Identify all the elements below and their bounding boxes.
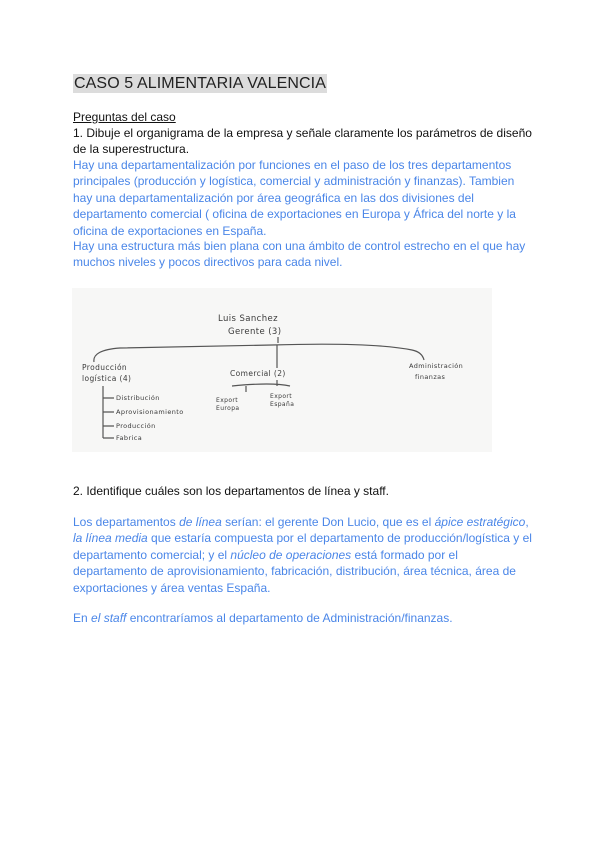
- answer-2-text: ,: [525, 515, 529, 529]
- chart-prod-line1: Producción: [82, 363, 128, 372]
- chart-prod-sub-aprovisionamiento: Aprovisionamiento: [116, 408, 184, 416]
- chart-line-comercial-branches: [232, 380, 290, 392]
- answer-2-text: Los departamentos: [73, 515, 180, 529]
- term-linea-media: la línea media: [73, 531, 148, 546]
- chart-line-top-bar: [94, 344, 424, 362]
- answer-2-text: está formado por el departamento de aprovisionamiento, fabricación, distribución, área técnica, área de exportaciones y área ventas España.: [73, 547, 516, 595]
- chart-prod-sub-distribucion: Distribución: [116, 394, 160, 402]
- document-title: CASO 5 ALIMENTARIA VALENCIA: [74, 75, 326, 92]
- chart-line-prod-branches: [103, 398, 114, 438]
- chart-prod-sub-fabrica: Fabrica: [116, 434, 143, 442]
- term-el-staff: el staff: [91, 611, 127, 625]
- chart-admin-l2: finanzas: [415, 373, 446, 381]
- org-chart-drawing: [72, 288, 492, 452]
- term-nucleo-de-operaciones: núcleo de operaciones: [230, 547, 352, 562]
- answer-2-text: serían: el gerente Don Lucio, que es el: [221, 515, 435, 529]
- org-chart-image: [72, 288, 492, 452]
- answer-2b-text: encontraríamos al departamento de Administración/finanzas.: [126, 611, 453, 625]
- answer-2b-text: En: [73, 611, 92, 625]
- term-de-linea: de línea: [179, 515, 222, 529]
- answer-2-paragraph-1: [73, 514, 533, 596]
- chart-admin-l1: Administración: [409, 362, 464, 370]
- term-apice-estrategico: ápice estratégico: [434, 515, 526, 529]
- chart-com-sub2-l1: Export: [270, 393, 293, 400]
- chart-comercial: Comercial (2): [230, 369, 286, 378]
- answer-1-paragraph-1: Hay una departamentalización por funciones en el paso de los tres departamentos principales (producción y logística, comercial y administración y finanzas). Tambien hay una departamentalización por área geográfica en las dos divisiones del departamento comercial ( oficina de exportaciones en Europa y África del norte y la oficina de exportaciones en España.: [73, 158, 516, 238]
- chart-prod-line2: logística (4): [82, 374, 132, 383]
- chart-top-name: Luis Sanchez: [218, 314, 279, 324]
- chart-com-sub2-l2: España: [270, 401, 295, 408]
- chart-com-sub1-l1: Export: [216, 397, 239, 404]
- section-heading: Preguntas del caso: [73, 110, 176, 124]
- question-2: 2. Identifique cuáles son los departamentos de línea y staff.: [73, 484, 389, 498]
- question-1: 1. Dibuje el organigrama de la empresa y señale claramente los parámetros de diseño de la superestructura.: [73, 126, 532, 157]
- chart-com-sub1-l2: Europa: [216, 405, 240, 412]
- answer-2-paragraph-2: [73, 610, 533, 626]
- answer-2-text: que estaría compuesta por el departamento de producción/logística y el departamento comercial; y el: [73, 531, 532, 562]
- answer-1-paragraph-2: Hay una estructura más bien plana con una ámbito de control estrecho en el que hay muchos niveles y pocos directivos para cada nivel.: [73, 239, 526, 270]
- chart-prod-sub-produccion: Producción: [116, 422, 156, 430]
- chart-top-role: Gerente (3): [228, 327, 282, 337]
